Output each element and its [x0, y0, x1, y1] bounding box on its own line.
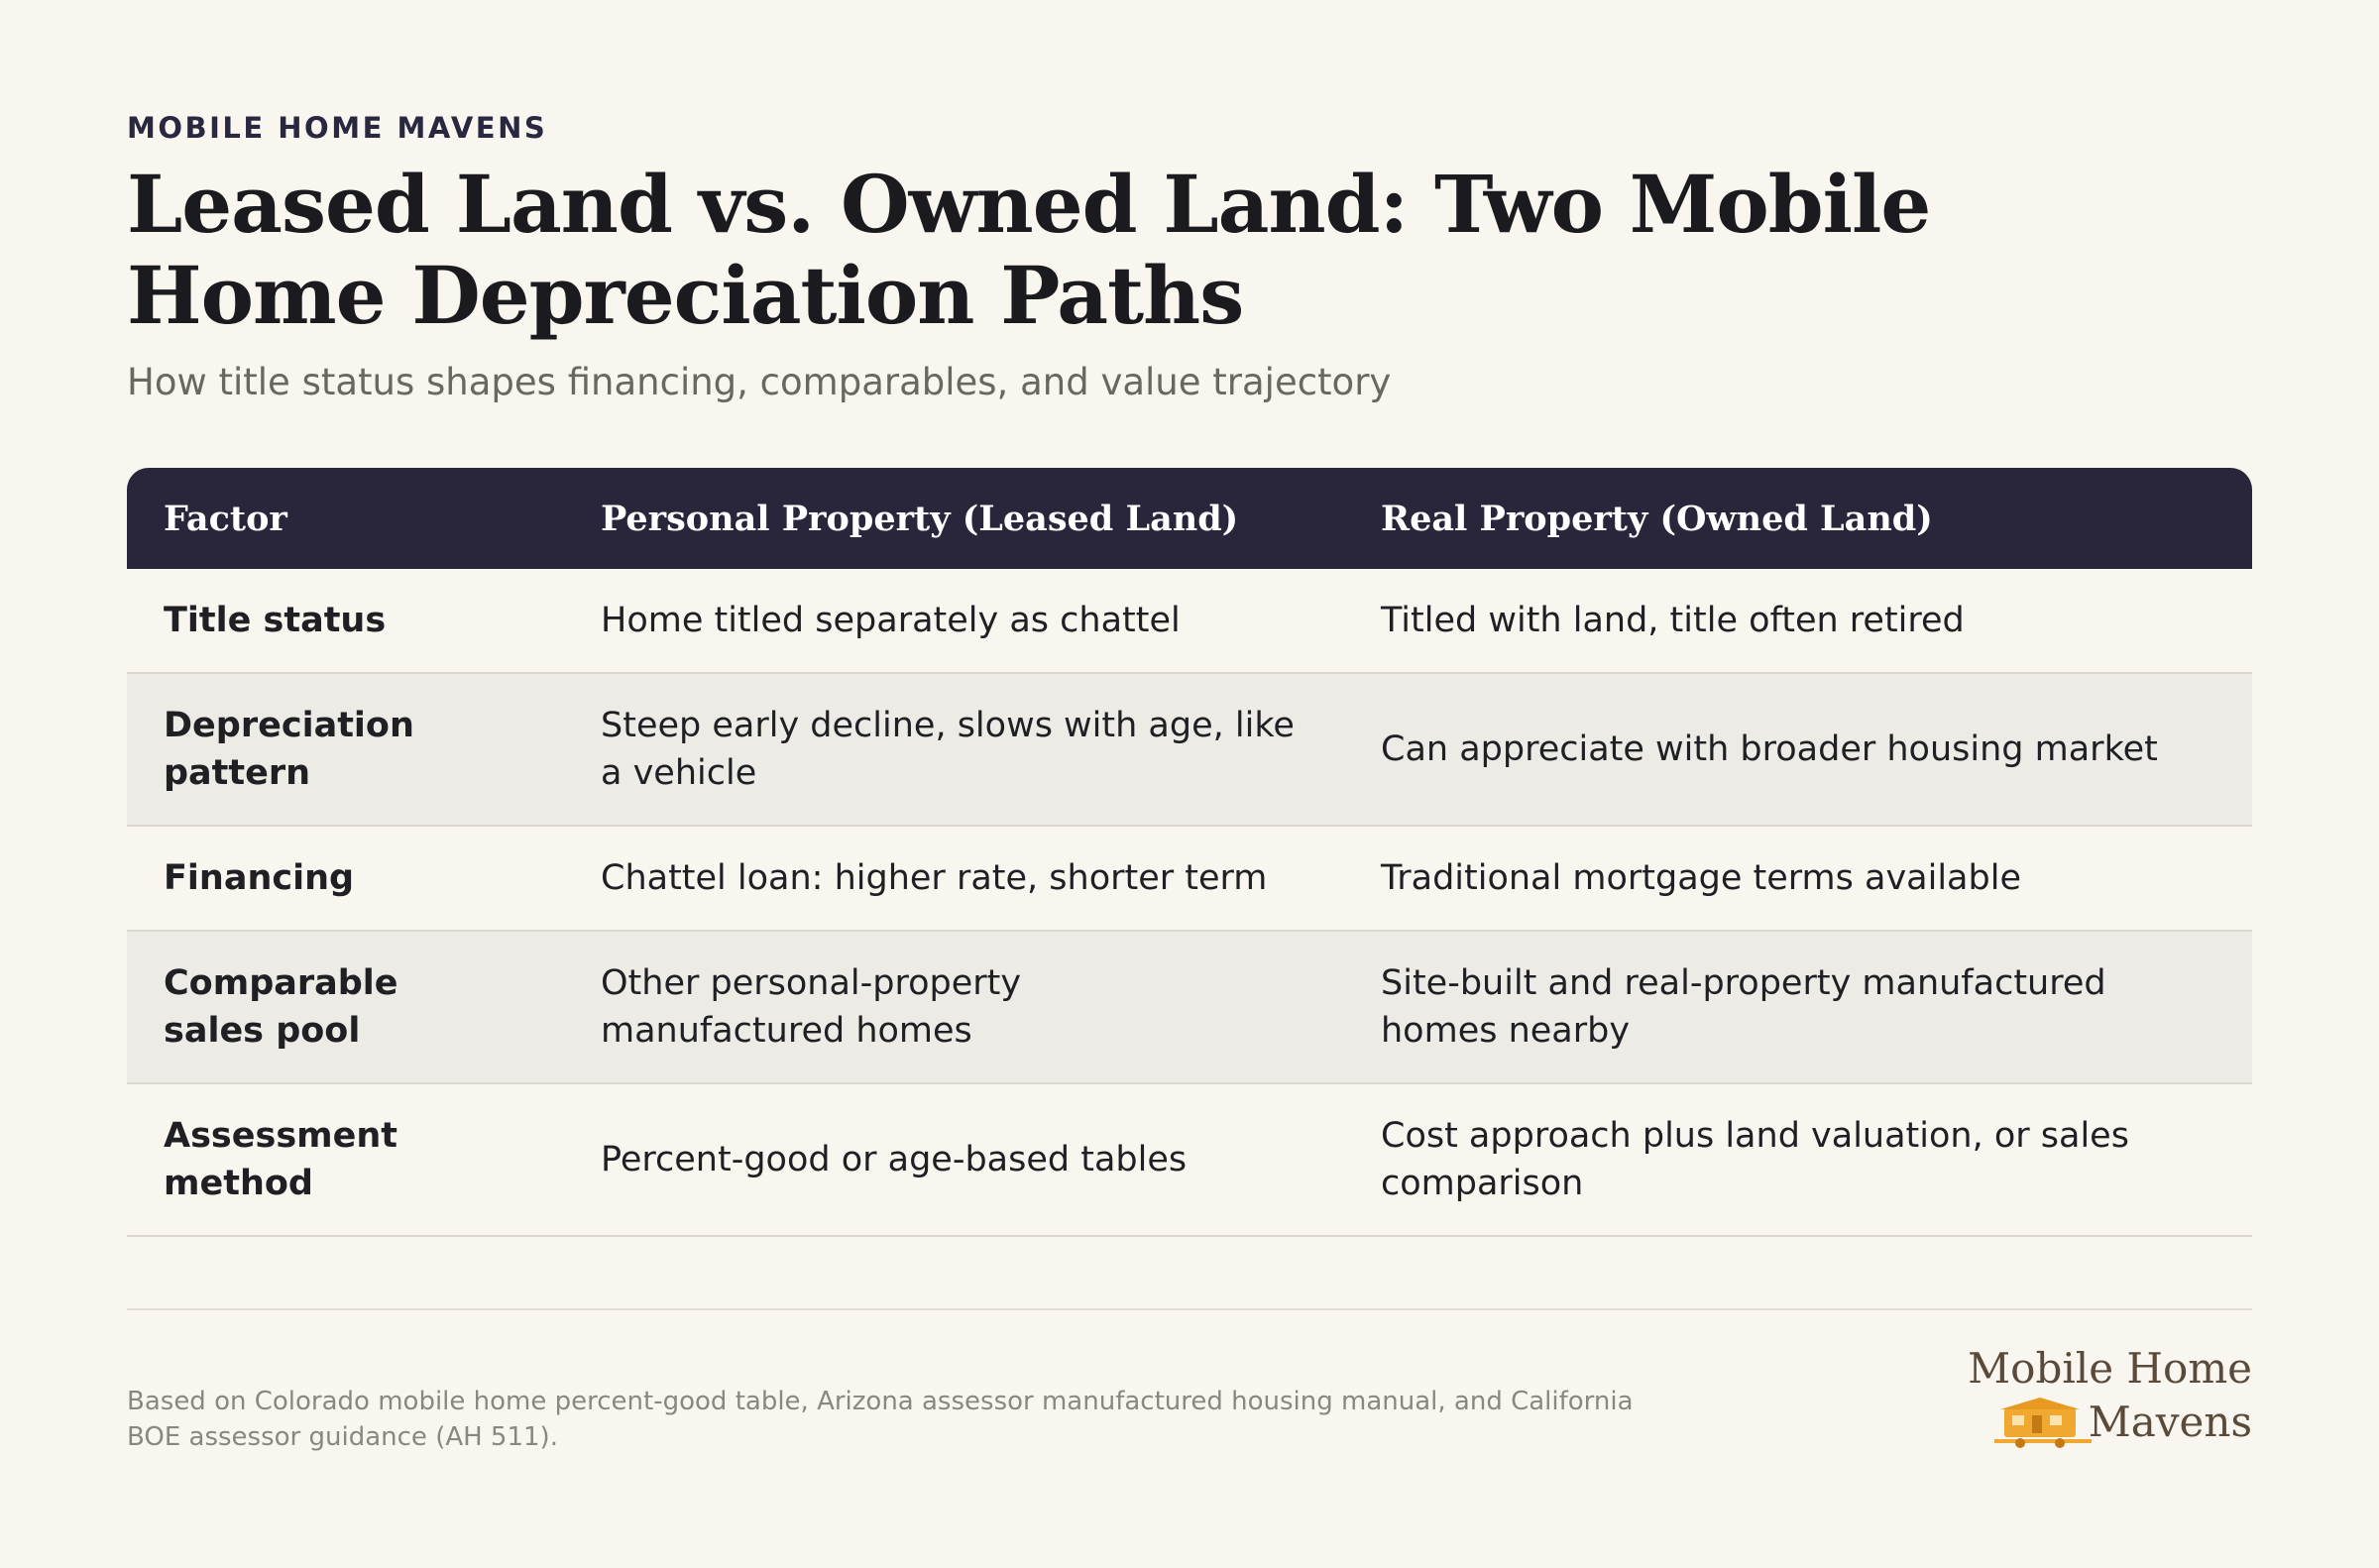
mobile-home-icon: [1994, 1394, 2094, 1453]
row-real-value: Site-built and real-property manufactured homes nearby: [1381, 963, 2106, 1051]
table-row: [127, 674, 2252, 827]
column-header-real-property: Real Property (Owned Land): [1381, 498, 1933, 539]
table-row: [127, 827, 2252, 932]
brand-eyebrow: MOBILE HOME MAVENS: [127, 111, 548, 145]
row-personal-value: Steep early decline, slows with age, like a vehicle: [601, 706, 1295, 793]
table-row: [127, 1084, 2252, 1237]
row-factor: Comparable sales pool: [164, 963, 398, 1051]
row-real-value: Cost approach plus land valuation, or sales comparison: [1381, 1116, 2129, 1203]
row-personal-value: Home titled separately as chattel: [601, 601, 1181, 640]
table-row: [127, 569, 2252, 674]
page-subtitle: How title status shapes financing, comparables, and value trajectory: [127, 361, 1392, 403]
page-title: Leased Land vs. Owned Land: Two Mobile Home Depreciation Paths: [127, 158, 1931, 342]
column-header-personal-property: Personal Property (Leased Land): [601, 498, 1239, 539]
row-personal-value: Chattel loan: higher rate, shorter term: [601, 858, 1268, 898]
row-real-value: Traditional mortgage terms available: [1381, 858, 2021, 898]
column-header-factor: Factor: [164, 498, 287, 539]
comparison-table: [127, 468, 2252, 1237]
row-factor: Assessment method: [164, 1116, 398, 1203]
logo-text-line2: Mavens: [2088, 1398, 2252, 1446]
row-factor: Title status: [164, 601, 387, 640]
row-factor: Depreciation pattern: [164, 706, 414, 793]
row-factor: Financing: [164, 858, 355, 898]
row-real-value: Can appreciate with broader housing market: [1381, 729, 2158, 769]
logo-text-line1: Mobile Home: [1968, 1344, 2252, 1393]
row-personal-value: Other personal-property manufactured homes: [601, 963, 1022, 1051]
footer-divider: [127, 1308, 2252, 1310]
row-real-value: Titled with land, title often retired: [1381, 601, 1965, 640]
brand-logo: [1955, 1344, 2252, 1453]
table-row: [127, 932, 2252, 1084]
source-note: Based on Colorado mobile home percent-good table, Arizona assessor manufactured housing manual, and California BOE assessor guidance (AH 511).: [127, 1387, 1634, 1452]
table-header-row: [127, 468, 2252, 569]
row-personal-value: Percent-good or age-based tables: [601, 1140, 1188, 1179]
